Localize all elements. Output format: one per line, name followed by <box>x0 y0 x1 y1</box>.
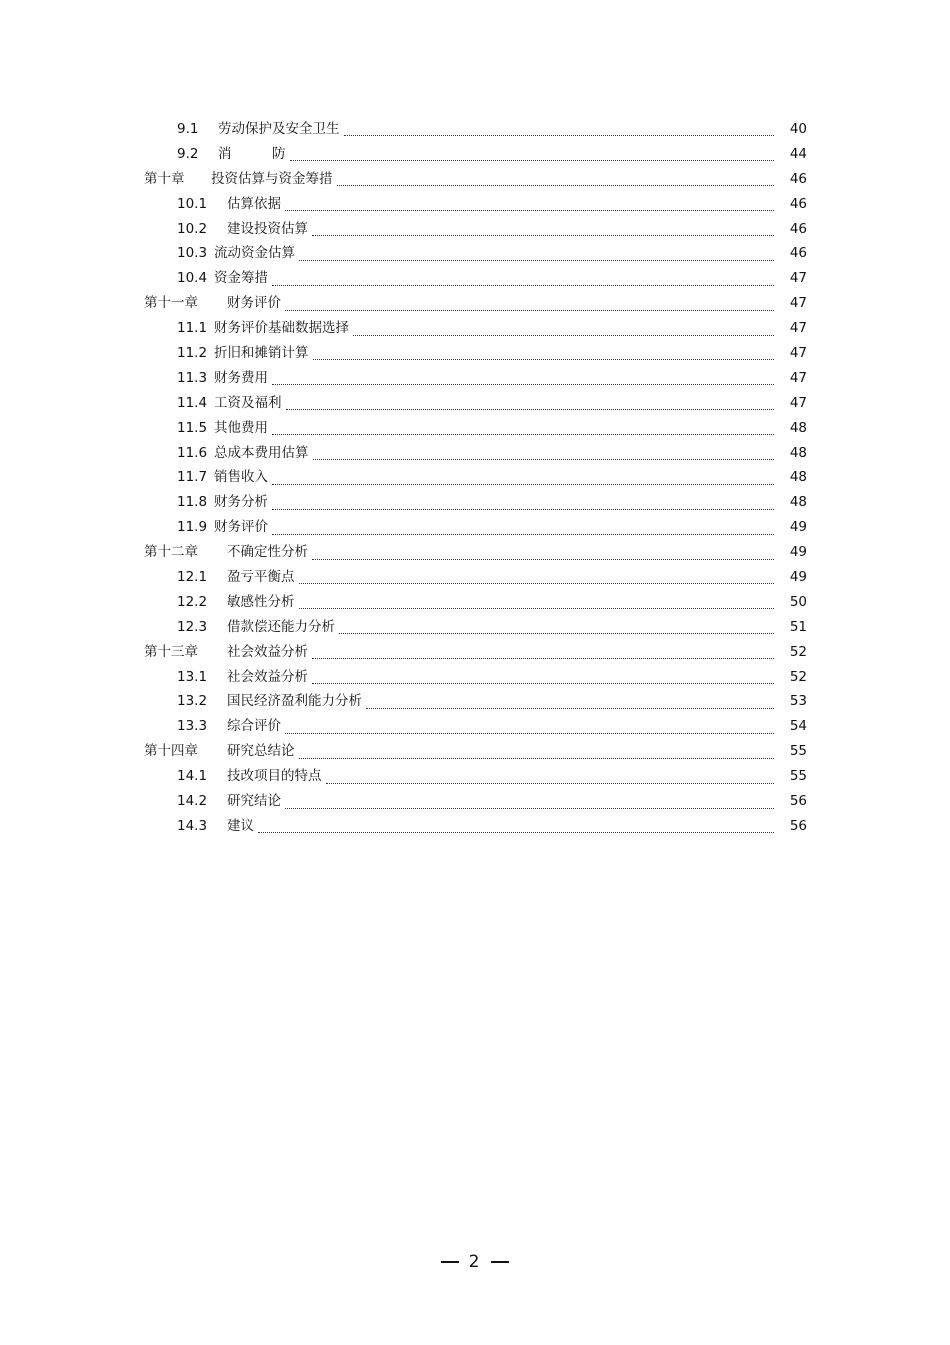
dot-leader <box>312 657 774 659</box>
toc-entry[interactable] <box>0 789 950 814</box>
toc-entry-number: 11.8 <box>177 494 208 511</box>
toc-entry[interactable] <box>0 739 950 764</box>
toc-entry[interactable] <box>0 291 950 316</box>
toc-entry[interactable] <box>0 640 950 665</box>
toc-entry-page: 49 <box>789 569 807 586</box>
toc-entry-title: 财务分析 <box>214 494 268 511</box>
dash-decoration <box>491 1261 509 1262</box>
dot-leader <box>285 732 774 734</box>
toc-entry-number: 10.3 <box>177 245 208 262</box>
toc-entry-page: 55 <box>789 743 807 760</box>
toc-entry-page: 46 <box>789 170 807 187</box>
dot-leader <box>337 184 775 186</box>
toc-entry[interactable] <box>0 391 950 416</box>
dot-leader <box>339 632 774 634</box>
toc-entry[interactable] <box>0 814 950 839</box>
dot-leader <box>299 607 775 609</box>
dot-leader <box>258 831 774 833</box>
toc-entry-number: 12.3 <box>177 618 208 635</box>
toc-entry-page: 54 <box>789 718 807 735</box>
toc-entry-number: 11.3 <box>177 369 208 386</box>
toc-entry-page: 44 <box>789 145 807 162</box>
toc-entry[interactable] <box>0 590 950 615</box>
dot-leader <box>290 159 775 161</box>
toc-entry-title: 盈亏平衡点 <box>227 569 295 586</box>
dot-leader <box>272 533 774 535</box>
toc-entry-title: 技改项目的特点 <box>227 768 322 785</box>
dot-leader <box>313 358 775 360</box>
toc-entry-title: 建设投资估算 <box>227 220 308 237</box>
dash-decoration <box>441 1261 459 1262</box>
toc-entry[interactable] <box>0 241 950 266</box>
toc-entry-title: 国民经济盈利能力分析 <box>227 693 362 710</box>
toc-entry-page: 52 <box>789 668 807 685</box>
toc-entry-page: 47 <box>789 369 807 386</box>
toc-entry-number: 9.2 <box>177 145 199 162</box>
toc-entry-number: 14.1 <box>177 768 208 785</box>
toc-entry-page: 40 <box>789 121 807 137</box>
toc-entry-number: 12.1 <box>177 569 208 586</box>
toc-entry-title: 财务评价基础数据选择 <box>214 320 349 337</box>
toc-entry-title: 其他费用 <box>214 419 268 436</box>
toc-entry-number: 14.2 <box>177 793 208 810</box>
toc-entry-page: 53 <box>789 693 807 710</box>
dot-leader <box>285 807 774 809</box>
toc-entry-page: 46 <box>789 195 807 212</box>
dot-leader <box>299 259 774 261</box>
toc-entry[interactable] <box>0 465 950 490</box>
toc-entry[interactable] <box>0 515 950 540</box>
toc-entry[interactable] <box>0 540 950 565</box>
dot-leader <box>272 483 774 485</box>
table-of-contents <box>0 117 950 839</box>
toc-entry-page: 48 <box>789 444 807 461</box>
toc-entry[interactable] <box>0 366 950 391</box>
toc-entry-title: 研究结论 <box>227 793 281 810</box>
dot-leader <box>286 408 775 410</box>
toc-entry-title: 社会效益分析 <box>227 643 308 660</box>
page-footer <box>0 1252 950 1272</box>
toc-entry-page: 47 <box>789 394 807 411</box>
dot-leader <box>272 508 774 510</box>
toc-entry-title: 综合评价 <box>227 718 281 735</box>
toc-entry-number: 11.6 <box>177 444 208 461</box>
toc-entry[interactable] <box>0 665 950 690</box>
toc-entry-title: 工资及福利 <box>214 394 282 411</box>
toc-entry-title: 估算依据 <box>227 195 281 212</box>
toc-entry[interactable] <box>0 192 950 217</box>
toc-entry[interactable] <box>0 167 950 192</box>
dot-leader <box>285 309 774 311</box>
page-number: 2 <box>468 1252 482 1272</box>
toc-entry[interactable] <box>0 764 950 789</box>
toc-entry[interactable] <box>0 117 950 142</box>
toc-entry-title: 财务评价 <box>227 295 281 312</box>
toc-entry-title: 财务费用 <box>214 369 268 386</box>
toc-entry-title: 总成本费用估算 <box>214 444 309 461</box>
dot-leader <box>299 582 775 584</box>
dot-leader <box>312 234 774 236</box>
toc-entry-title: 研究总结论 <box>227 743 295 760</box>
toc-entry-number: 11.2 <box>177 345 208 362</box>
toc-entry-number: 12.2 <box>177 593 208 610</box>
toc-entry-page: 47 <box>789 345 807 362</box>
toc-entry-number: 10.1 <box>177 195 208 212</box>
toc-entry-page: 48 <box>789 419 807 436</box>
toc-entry[interactable] <box>0 441 950 466</box>
dot-leader <box>299 757 775 759</box>
dot-leader <box>272 433 774 435</box>
toc-entry-page: 50 <box>789 593 807 610</box>
toc-entry-page: 49 <box>789 544 807 561</box>
toc-entry-number: 11.7 <box>177 469 208 486</box>
toc-entry-title: 劳动保护及安全卫生 <box>218 121 340 137</box>
toc-entry-title: 消 防 <box>218 145 286 162</box>
toc-entry-page: 51 <box>789 618 807 635</box>
toc-entry[interactable] <box>0 142 950 167</box>
dot-leader <box>312 558 774 560</box>
toc-entry[interactable] <box>0 217 950 242</box>
dot-leader <box>344 134 775 136</box>
toc-entry-title: 投资估算与资金筹措 <box>211 170 333 187</box>
toc-entry-number: 14.3 <box>177 817 208 834</box>
dot-leader <box>272 383 774 385</box>
toc-entry-number: 第十四章 <box>144 743 198 760</box>
toc-entry-page: 48 <box>789 494 807 511</box>
toc-entry-number: 11.1 <box>177 320 208 337</box>
toc-entry-number: 11.5 <box>177 419 208 436</box>
toc-entry-number: 11.9 <box>177 519 208 536</box>
toc-entry-number: 13.2 <box>177 693 208 710</box>
toc-entry-title: 敏感性分析 <box>227 593 295 610</box>
dot-leader <box>353 334 774 336</box>
toc-entry-title: 不确定性分析 <box>227 544 308 561</box>
toc-entry[interactable] <box>0 615 950 640</box>
toc-entry-number: 13.3 <box>177 718 208 735</box>
toc-entry[interactable] <box>0 565 950 590</box>
toc-entry-number: 第十一章 <box>144 295 198 312</box>
toc-entry-page: 47 <box>789 320 807 337</box>
toc-entry-title: 销售收入 <box>214 469 268 486</box>
toc-entry-title: 社会效益分析 <box>227 668 308 685</box>
toc-entry-page: 46 <box>789 245 807 262</box>
toc-entry-number: 第十二章 <box>144 544 198 561</box>
toc-entry[interactable] <box>0 416 950 441</box>
dot-leader <box>326 782 775 784</box>
toc-entry-page: 49 <box>789 519 807 536</box>
toc-entry[interactable] <box>0 266 950 291</box>
toc-entry-title: 借款偿还能力分析 <box>227 618 335 635</box>
toc-entry-number: 10.2 <box>177 220 208 237</box>
toc-entry-page: 47 <box>789 295 807 312</box>
dot-leader <box>312 682 774 684</box>
toc-entry-page: 52 <box>789 643 807 660</box>
dot-leader <box>285 209 774 211</box>
toc-entry-number: 10.4 <box>177 270 208 287</box>
toc-entry-number: 9.1 <box>177 121 199 137</box>
dot-leader <box>366 707 774 709</box>
toc-entry-page: 55 <box>789 768 807 785</box>
toc-entry[interactable] <box>0 316 950 341</box>
toc-entry-number: 13.1 <box>177 668 208 685</box>
toc-entry-page: 47 <box>789 270 807 287</box>
toc-entry-number: 11.4 <box>177 394 208 411</box>
dot-leader <box>313 458 775 460</box>
toc-entry-title: 折旧和摊销计算 <box>214 345 309 362</box>
toc-entry-title: 流动资金估算 <box>214 245 295 262</box>
toc-entry[interactable] <box>0 490 950 515</box>
toc-entry-number: 第十三章 <box>144 643 198 660</box>
toc-entry-page: 56 <box>789 793 807 810</box>
toc-entry-title: 建议 <box>227 817 254 834</box>
toc-entry[interactable] <box>0 689 950 714</box>
toc-entry-page: 48 <box>789 469 807 486</box>
toc-entry[interactable] <box>0 714 950 739</box>
toc-entry-title: 资金筹措 <box>214 270 268 287</box>
dot-leader <box>272 284 774 286</box>
toc-entry-title: 财务评价 <box>214 519 268 536</box>
toc-entry-page: 46 <box>789 220 807 237</box>
toc-entry-page: 56 <box>789 817 807 834</box>
toc-entry[interactable] <box>0 341 950 366</box>
toc-entry-number: 第十章 <box>144 170 185 187</box>
